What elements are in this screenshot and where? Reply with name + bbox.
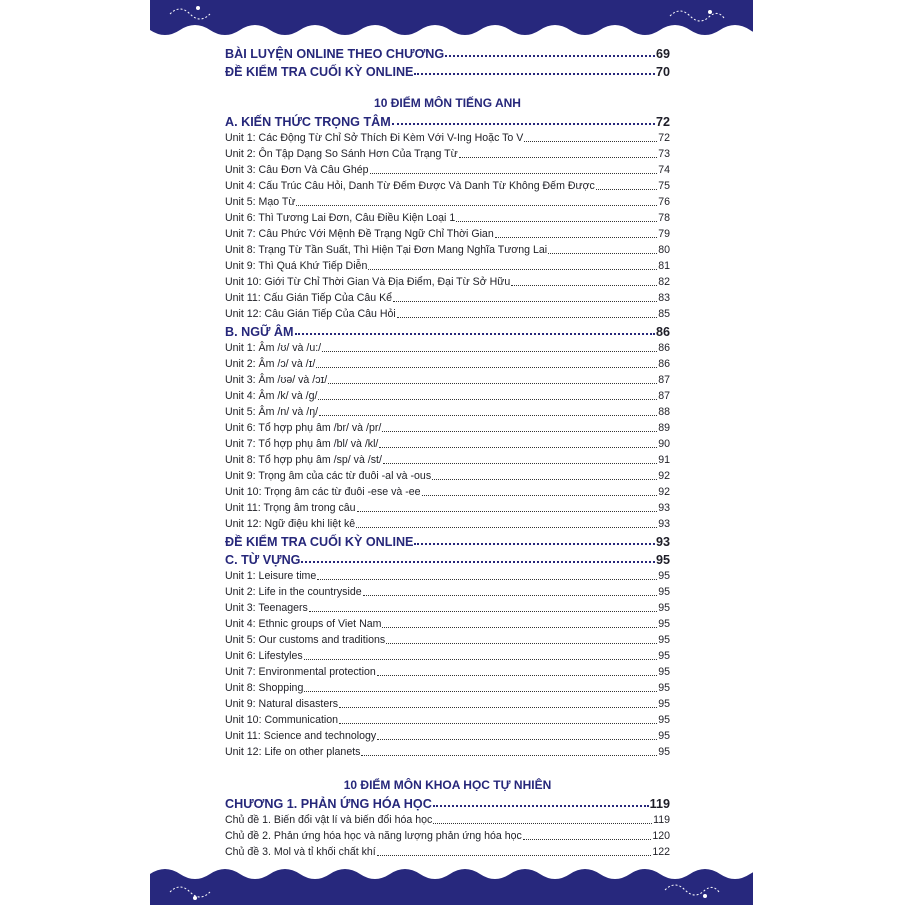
- toc-unit-row[interactable]: Unit 1: Leisure time 95: [225, 570, 670, 582]
- science-section-title: 10 ĐIỂM MÔN KHOA HỌC TỰ NHIÊN: [343, 778, 552, 792]
- section-c-list: [225, 567, 670, 759]
- toc-unit-row[interactable]: Unit 8: Trạng Từ Tần Suất, Thì Hiện Tại Đơn Mang Nghĩa Tương Lai 80: [225, 244, 670, 256]
- toc-unit-row[interactable]: Unit 12: Ngữ điệu khi liệt kê 93: [225, 518, 670, 530]
- toc-unit-row[interactable]: Unit 7: Environmental protection 95: [225, 666, 670, 678]
- toc-unit-row[interactable]: Unit 10: Communication 95: [225, 714, 670, 726]
- toc-unit-row[interactable]: Unit 1: Âm /ʊ/ và /u:/ 86: [225, 342, 670, 354]
- toc-unit-row[interactable]: Unit 3: Teenagers 95: [225, 602, 670, 614]
- toc-unit-row[interactable]: Unit 12: Life on other planets 95: [225, 746, 670, 758]
- english-section-title: 10 ĐIỂM MÔN TIẾNG ANH: [374, 96, 521, 110]
- toc-unit-row[interactable]: Unit 12: Câu Gián Tiếp Của Câu Hỏi 85: [225, 308, 670, 320]
- toc-unit-row[interactable]: Unit 5: Our customs and traditions 95: [225, 634, 670, 646]
- toc-unit-row[interactable]: Unit 5: Âm /n/ và /ŋ/ 88: [225, 406, 670, 418]
- toc-topic-row[interactable]: Chủ đề 3. Mol và tỉ khối chất khí 122: [225, 846, 670, 858]
- toc-unit-row[interactable]: Unit 11: Trọng âm trong câu 93: [225, 502, 670, 514]
- toc-unit-row[interactable]: Unit 6: Tổ hợp phụ âm /br/ và /pr/ 89: [225, 422, 670, 434]
- toc-unit-row[interactable]: Unit 1: Các Động Từ Chỉ Sở Thích Đi Kèm Với V-Ing Hoặc To V 72: [225, 132, 670, 144]
- toc-section-b[interactable]: B. NGỮ ÂM 86: [225, 325, 670, 339]
- toc-unit-row[interactable]: Unit 9: Thì Quá Khứ Tiếp Diễn 81: [225, 260, 670, 272]
- toc-science-chapter-1[interactable]: CHƯƠNG 1. PHẢN ỨNG HÓA HỌC 119: [225, 797, 670, 811]
- toc-unit-row[interactable]: Unit 11: Science and technology 95: [225, 730, 670, 742]
- top-wave-graphic: [150, 0, 753, 40]
- science-topic-list: [225, 811, 670, 859]
- toc-unit-row[interactable]: Unit 4: Âm /k/ và /g/ 87: [225, 390, 670, 402]
- toc-unit-row[interactable]: Unit 4: Ethnic groups of Viet Nam 95: [225, 618, 670, 630]
- toc-unit-row[interactable]: Unit 5: Mạo Từ 76: [225, 196, 670, 208]
- bottom-wave-graphic: [150, 864, 753, 905]
- section-a-list: [225, 129, 670, 321]
- section-b-list: [225, 339, 670, 531]
- toc-unit-row[interactable]: Unit 10: Giới Từ Chỉ Thời Gian Và Địa Điểm, Đại Từ Sở Hữu 82: [225, 276, 670, 288]
- toc-unit-row[interactable]: Unit 2: Ôn Tập Dạng So Sánh Hơn Của Trạng Từ 73: [225, 148, 670, 160]
- toc-entry-final-exam-online[interactable]: ĐỀ KIỂM TRA CUỐI KỲ ONLINE 70: [225, 65, 670, 79]
- toc-unit-row[interactable]: Unit 7: Tổ hợp phụ âm /bl/ và /kl/ 90: [225, 438, 670, 450]
- top-wave-banner: [150, 0, 753, 40]
- toc-unit-row[interactable]: Unit 2: Life in the countryside 95: [225, 586, 670, 598]
- toc-unit-row[interactable]: Unit 4: Cấu Trúc Câu Hỏi, Danh Từ Đếm Được Và Danh Từ Không Đếm Được 75: [225, 180, 670, 192]
- toc-unit-row[interactable]: Unit 9: Trọng âm của các từ đuôi -al và -ous 92: [225, 470, 670, 482]
- toc-topic-row[interactable]: Chủ đề 1. Biến đổi vật lí và biến đổi hóa học 119: [225, 814, 670, 826]
- toc-section-a[interactable]: A. KIẾN THỨC TRỌNG TÂM 72: [225, 115, 670, 129]
- bottom-wave-banner: [150, 864, 753, 905]
- toc-unit-row[interactable]: Unit 2: Âm /ɔ/ và /ɪ/ 86: [225, 358, 670, 370]
- table-of-contents: [225, 43, 670, 859]
- toc-english-final-exam[interactable]: ĐỀ KIỂM TRA CUỐI KỲ ONLINE 93: [225, 535, 670, 549]
- toc-topic-row[interactable]: Chủ đề 2. Phản ứng hóa học và năng lượng phản ứng hóa học 120: [225, 830, 670, 842]
- toc-section-c[interactable]: C. TỪ VỰNG 95: [225, 553, 670, 567]
- toc-unit-row[interactable]: Unit 8: Tổ hợp phụ âm /sp/ và /st/ 91: [225, 454, 670, 466]
- toc-unit-row[interactable]: Unit 6: Thì Tương Lai Đơn, Câu Điều Kiện Loại 1 78: [225, 212, 670, 224]
- toc-unit-row[interactable]: Unit 3: Câu Đơn Và Câu Ghép 74: [225, 164, 670, 176]
- toc-unit-row[interactable]: Unit 9: Natural disasters 95: [225, 698, 670, 710]
- toc-unit-row[interactable]: Unit 7: Câu Phức Với Mệnh Đề Trạng Ngữ Chỉ Thời Gian 79: [225, 228, 670, 240]
- toc-unit-row[interactable]: Unit 3: Âm /ʊə/ và /ɔɪ/ 87: [225, 374, 670, 386]
- toc-unit-row[interactable]: Unit 6: Lifestyles 95: [225, 650, 670, 662]
- toc-entry-online-practice[interactable]: BÀI LUYỆN ONLINE THEO CHƯƠNG 69: [225, 47, 670, 61]
- toc-unit-row[interactable]: Unit 8: Shopping 95: [225, 682, 670, 694]
- toc-unit-row[interactable]: Unit 11: Cấu Gián Tiếp Của Câu Kể 83: [225, 292, 670, 304]
- toc-unit-row[interactable]: Unit 10: Trọng âm các từ đuôi -ese và -ee 92: [225, 486, 670, 498]
